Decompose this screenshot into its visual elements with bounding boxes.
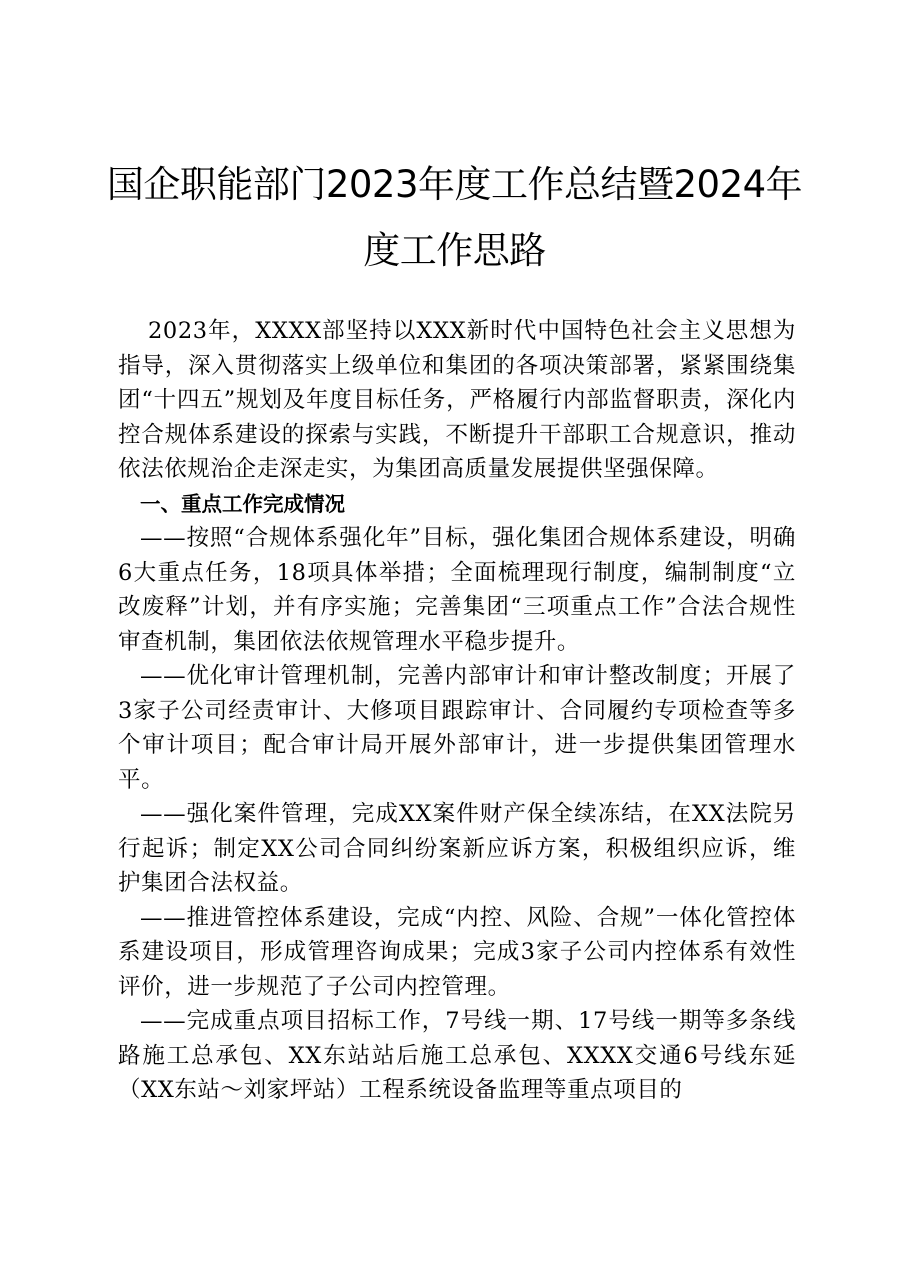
work-item-2: ——优化审计管理机制，完善内部审计和审计整改制度；开展了3家子公司经责审计、大修项目跟踪审计、合同履约专项检查等多个审计项目；配合审计局开展外部审计，进一步提供集团管理水平。 <box>118 663 796 793</box>
work-item-4: ——推进管控体系建设，完成“内控、风险、合规”一体化管控体系建设项目，形成管理咨询成果；完成3家子公司内控体系有效性评价，进一步规范了子公司内控管理。 <box>118 904 796 1000</box>
title-line-1: 国企职能部门2023年度工作总结暨2024年 <box>106 163 803 206</box>
work-item-3: ——强化案件管理，完成XX案件财产保全续冻结，在XX法院另行起诉；制定XX公司合同纠纷案新应诉方案，积极组织应诉，维护集团合法权益。 <box>118 801 796 896</box>
work-item-1: ——按照“合规体系强化年”目标，强化集团合规体系建设，明确6大重点任务，18项具体举措；全面梳理现行制度，编制制度“立改废释”计划，并有序实施；完善集团“三项重点工作”合法合规性审查机制，集团依法依规管理水平稳步提升。 <box>118 525 796 655</box>
document-body <box>118 314 796 1108</box>
intro-paragraph: 2023年，XXXX部坚持以XXX新时代中国特色社会主义思想为指导，深入贯彻落实上级单位和集团的各项决策部署，紧紧围绕集团“十四五”规划及年度目标任务，严格履行内部监督职责，深化内控合规体系建设的探索与实践，不断提升干部职工合规意识，推动依法依规治企走深走实，为集团高质量发展提供坚强保障。 <box>118 318 796 482</box>
work-item-5: ——完成重点项目招标工作，7号线一期、17号线一期等多条线路施工总承包、XX东站站后施工总承包、XXXX交通6号线东延（XX东站～刘家坪站）工程系统设备监理等重点项目的 <box>118 1008 796 1103</box>
title-line-2: 度工作思路 <box>363 229 546 272</box>
section-heading: 一、重点工作完成情况 <box>140 491 345 516</box>
document-title <box>60 152 849 284</box>
